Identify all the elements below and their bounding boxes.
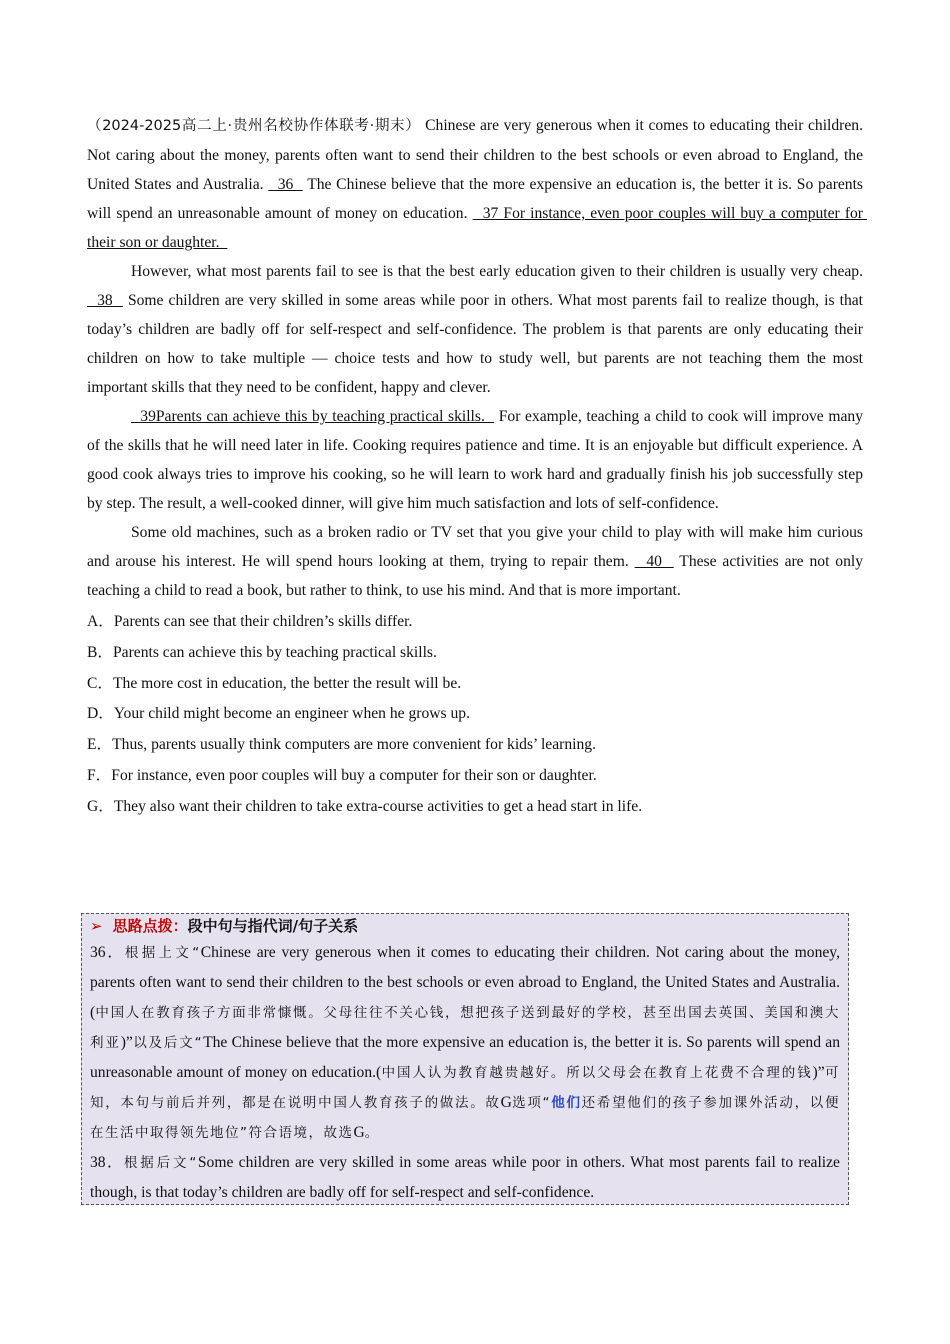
option-a: A．Parents can see that their children’s skills differ. (87, 613, 413, 630)
paragraph-1: （2024-2025高二上·贵州名校协作体联考·期末） Chinese are very generous when it comes to educating their children. Not caring about the money, parents often want to send their children to the best schools or even abroad to England, the United States and Australia. 36 The Chinese believe that the more expensive an education is, the better it is. So parents will spend an unreasonable amount of money on education. 37 For instance, even poor couples will buy a computer for their son or daughter. (87, 117, 867, 251)
analysis-q36: 36．根据上文“Chinese are very generous when it comes to educating their children. Not caring about the money, parents often want to send their children to the best schools or even abroad to England, the United States and Australia.(中国人在教育孩子方面非常慷慨。父母往往不关心钱，想把孩子送到最好的学校，甚至出国去英国、美国和澳大利亚)”以及后文“The Chinese believe that the more expensive an education is, the better it is. So parents will spend an unreasonable amount of money on education.(中国人认为教育越贵越好。所以父母会在教育上花费不合理的钱)”可知，本句与前后并列，都是在说明中国人教育孩子的做法。故G选项“他们还希望他们的孩子参加课外活动，以便在生活中取得领先地位”符合语境，故选G。 (90, 944, 841, 1141)
paragraph-4: Some old machines, such as a broken radio or TV set that you give your child to play with will make him curious and arouse his interest. He will spend hours looking at them, trying to repair them. 40 These activities are not only teaching a child to read a book, but rather to think, to use his mind. And that is more important. (87, 524, 864, 599)
option-d: D．Your child might become an engineer when he grows up. (87, 705, 470, 723)
analysis-heading (90, 914, 840, 938)
arrow-icon: ➢ (90, 917, 103, 935)
option-b: B．Parents can achieve this by teaching practical skills. (87, 643, 437, 661)
analysis-q38: 38．根据后文“Some children are very skilled in some areas while poor in others. What most parents fail to realize though, is that today’s children are badly off for self-respect and self-confidence. (90, 1154, 840, 1201)
blank-38: 38 (87, 292, 123, 309)
blank-40: 40 (634, 553, 674, 570)
blank-37: 37 For instance, even poor couples will buy a computer for their son or daughter. (87, 205, 867, 251)
highlight-they: 他们 (551, 1095, 582, 1111)
paragraph-3: 39Parents can achieve this by teaching practical skills. For example, teaching a child to cook will improve many of the skills that he will need later in life. Cooking requires patience and time. It is an enjoyable but difficult experience. A good cook always tries to improve his cooking, so he will learn to work hard and gradually finish his job successfully step by step. The result, a well-cooked dinner, will give him much satisfaction and lots of self-confidence. (87, 408, 863, 512)
option-g: G．They also want their children to take extra-course activities to get a head start in life. (87, 797, 643, 815)
analysis-topic: 段中句与指代词/句子关系 (187, 917, 359, 935)
analysis-label: 思路点拨： (112, 917, 188, 935)
option-c: C．The more cost in education, the better the result will be. (87, 674, 462, 692)
blank-36: 36 (268, 176, 303, 193)
analysis-box (81, 913, 849, 1205)
options-list (87, 607, 863, 823)
blank-39: 39Parents can achieve this by teaching practical skills. (131, 408, 495, 425)
passage (87, 111, 867, 823)
paragraph-2: However, what most parents fail to see is that the best early education given to their children is usually very cheap. 38 Some children are very skilled in some areas while poor in others. What most parents fail to realize though, is that today’s children are badly off for self-respect and self-confidence. The problem is that parents are only educating their children on how to take multiple — choice tests and how to study well, but parents are not teaching them the most important skills that they need to be confident, happy and clever. (87, 263, 864, 396)
source-tag: （2024-2025高二上·贵州名校协作体联考·期末） (87, 118, 421, 134)
option-f: F．For instance, even poor couples will buy a computer for their son or daughter. (87, 766, 597, 784)
option-e: E．Thus, parents usually think computers are more convenient for kids’ learning. (87, 736, 596, 754)
